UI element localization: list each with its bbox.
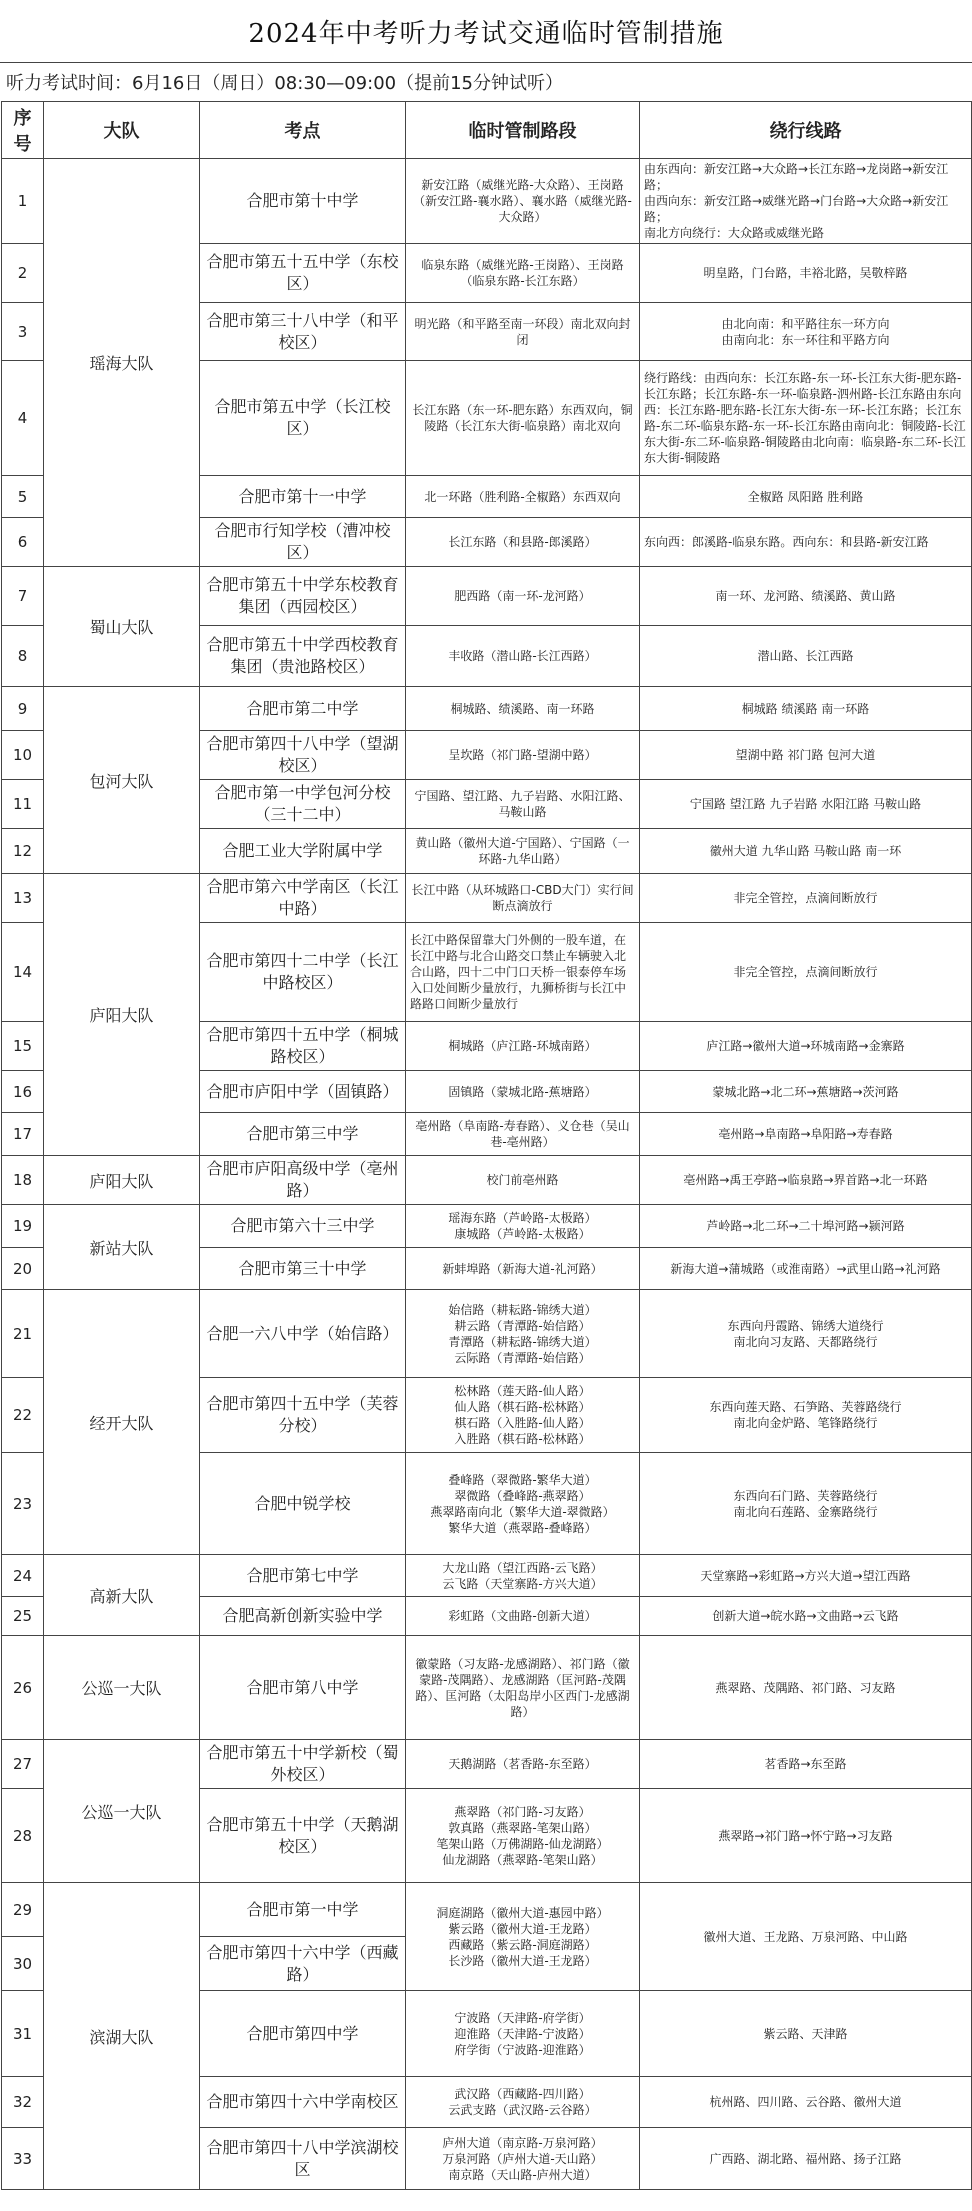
row-number: 17 (2, 1113, 44, 1156)
row-number: 3 (2, 303, 44, 361)
detour-route: 紫云路、天津路 (640, 1991, 972, 2077)
detour-route: 绕行路线：由西向东：长江东路-东一环-长江东大街-肥东路-长江东路；长江东路-东一环-临泉路-泗州路-长江东路由东向西：长江东路-肥东路-长江东大街-东一环-长江东路；长江东路-东二环-临泉东路-东一环-长江东路由南向北：铜陵路-长江东大街-东二环-临泉路-铜陵路由北向南：临泉路-东二环-长江东大街-铜陵路 (640, 361, 972, 476)
row-number: 2 (2, 244, 44, 303)
control-section: 固镇路（蒙城北路-蕉塘路） (406, 1071, 640, 1113)
exam-site: 合肥市第四十八中学滨湖校区 (200, 2128, 406, 2190)
row-number: 21 (2, 1290, 44, 1378)
control-section: 亳州路（阜南路-寿春路）、义仓巷（吴山巷-亳州路） (406, 1113, 640, 1156)
detour-route: 桐城路 绩溪路 南一环路 (640, 687, 972, 731)
row-number: 9 (2, 687, 44, 731)
detour-route: 蒙城北路→北二环→蕉塘路→茨河路 (640, 1071, 972, 1113)
row-number: 1 (2, 159, 44, 244)
detour-route: 宁国路 望江路 九子岩路 水阳江路 马鞍山路 (640, 780, 972, 829)
exam-site: 合肥市庐阳中学（固镇路） (200, 1071, 406, 1113)
control-section: 彩虹路（文曲路-创新大道） (406, 1597, 640, 1636)
exam-site: 合肥工业大学附属中学 (200, 829, 406, 874)
control-section: 瑶海东路（芦岭路-太极路） 康城路（芦岭路-太极路） (406, 1205, 640, 1248)
control-section: 燕翠路（祁门路-习友路） 敦真路（燕翠路-笔架山路） 笔架山路（万佛湖路-仙龙湖路） 仙龙湖路（燕翠路-笔架山路） (406, 1789, 640, 1883)
table-row (2, 1740, 972, 1789)
row-number: 15 (2, 1022, 44, 1071)
row-number: 31 (2, 1991, 44, 2077)
row-number: 19 (2, 1205, 44, 1248)
col-header-team: 大队 (44, 102, 200, 159)
table-row (2, 874, 972, 923)
detour-route: 非完全管控，点滴间断放行 (640, 874, 972, 923)
exam-site: 合肥市第四十二中学（长江中路校区） (200, 923, 406, 1022)
col-header-road: 临时管制路段 (406, 102, 640, 159)
row-number: 4 (2, 361, 44, 476)
detour-route: 望湖中路 祁门路 包河大道 (640, 731, 972, 780)
detour-route: 天堂寨路→彩虹路→方兴大道→望江西路 (640, 1555, 972, 1597)
row-number: 18 (2, 1156, 44, 1205)
control-section: 校门前亳州路 (406, 1156, 640, 1205)
control-section: 长江东路（和县路-郎溪路） (406, 518, 640, 567)
exam-site: 合肥市庐阳高级中学（亳州路） (200, 1156, 406, 1205)
exam-site: 合肥市行知学校（漕冲校区） (200, 518, 406, 567)
detour-route: 潜山路、长江西路 (640, 626, 972, 687)
exam-site: 合肥市第六十三中学 (200, 1205, 406, 1248)
exam-time-subtitle: 听力考试时间：6月16日（周日）08:30—09:00（提前15分钟试听） (0, 62, 972, 101)
team-cell: 蜀山大队 (44, 567, 200, 687)
detour-route: 由北向南：和平路往东一环方向 由南向北：东一环往和平路方向 (640, 303, 972, 361)
control-section: 新安江路（威继光路-大众路）、王岗路（新安江路-襄水路）、襄水路（威继光路-大众路） (406, 159, 640, 244)
exam-site: 合肥市第五十中学（天鹅湖校区） (200, 1789, 406, 1883)
exam-site: 合肥市第十一中学 (200, 476, 406, 518)
control-section: 北一环路（胜利路-全椒路）东西双向 (406, 476, 640, 518)
row-number: 27 (2, 1740, 44, 1789)
control-section: 黄山路（徽州大道-宁国路）、宁国路（一环路-九华山路） (406, 829, 640, 874)
row-number: 24 (2, 1555, 44, 1597)
row-number: 25 (2, 1597, 44, 1636)
detour-route: 明皇路，门台路，丰裕北路，吴敬梓路 (640, 244, 972, 303)
detour-route: 亳州路→阜南路→阜阳路→寿春路 (640, 1113, 972, 1156)
table-row (2, 1205, 972, 1248)
detour-route: 南一环、龙河路、绩溪路、黄山路 (640, 567, 972, 626)
exam-site: 合肥市第三中学 (200, 1113, 406, 1156)
control-section: 庐州大道（南京路-万泉河路） 万泉河路（庐州大道-天山路） 南京路（天山路-庐州大道） (406, 2128, 640, 2190)
detour-route: 杭州路、四川路、云谷路、徽州大道 (640, 2077, 972, 2128)
row-number: 28 (2, 1789, 44, 1883)
exam-site: 合肥市第四十五中学（芙蓉分校） (200, 1378, 406, 1453)
detour-route: 东西向石门路、芙蓉路绕行 南北向石莲路、金寨路绕行 (640, 1453, 972, 1555)
control-section: 武汉路（西藏路-四川路） 云武支路（武汉路-云谷路） (406, 2077, 640, 2128)
col-header-site: 考点 (200, 102, 406, 159)
exam-site: 合肥市第五十中学西校教育集团（贵池路校区） (200, 626, 406, 687)
row-number: 14 (2, 923, 44, 1022)
row-number: 11 (2, 780, 44, 829)
exam-site: 合肥市第三十中学 (200, 1248, 406, 1290)
detour-route: 徽州大道、王龙路、万泉河路、中山路 (640, 1883, 972, 1991)
control-section: 宁波路（天津路-府学街） 迎淮路（天津路-宁波路） 府学街（宁波路-迎淮路） (406, 1991, 640, 2077)
control-section: 桐城路（庐江路-环城南路） (406, 1022, 640, 1071)
team-cell: 庐阳大队 (44, 1156, 200, 1205)
exam-site: 合肥市第五十中学东校教育集团（西园校区） (200, 567, 406, 626)
table-header-row (2, 102, 972, 159)
team-cell: 经开大队 (44, 1290, 200, 1555)
exam-site: 合肥市第四十八中学（望湖校区） (200, 731, 406, 780)
row-number: 12 (2, 829, 44, 874)
row-number: 32 (2, 2077, 44, 2128)
row-number: 8 (2, 626, 44, 687)
exam-site: 合肥市第四中学 (200, 1991, 406, 2077)
control-section: 长江中路（从环城路口-CBD大门）实行间断点滴放行 (406, 874, 640, 923)
exam-site: 合肥市第二中学 (200, 687, 406, 731)
detour-route: 燕翠路、茂隅路、祁门路、习友路 (640, 1636, 972, 1740)
detour-route: 茗香路→东至路 (640, 1740, 972, 1789)
row-number: 30 (2, 1937, 44, 1991)
row-number: 22 (2, 1378, 44, 1453)
table-row (2, 687, 972, 731)
detour-route: 庐江路→徽州大道→环城南路→金寨路 (640, 1022, 972, 1071)
detour-route: 创新大道→皖水路→文曲路→云飞路 (640, 1597, 972, 1636)
table-row (2, 1555, 972, 1597)
page-title: 2024年中考听力考试交通临时管制措施 (248, 18, 724, 49)
row-number: 26 (2, 1636, 44, 1740)
exam-site: 合肥市第五中学（长江校区） (200, 361, 406, 476)
exam-site: 合肥市第四十六中学（西藏路） (200, 1937, 406, 1991)
control-section: 天鹅湖路（茗香路-东至路） (406, 1740, 640, 1789)
exam-site: 合肥市第四十五中学（桐城路校区） (200, 1022, 406, 1071)
team-cell: 高新大队 (44, 1555, 200, 1636)
control-section: 桐城路、绩溪路、南一环路 (406, 687, 640, 731)
control-section: 丰收路（潜山路-长江西路） (406, 626, 640, 687)
col-header-detour: 绕行线路 (640, 102, 972, 159)
exam-site: 合肥市第一中学 (200, 1883, 406, 1937)
table-row (2, 1290, 972, 1378)
control-section: 徽蒙路（习友路-龙感湖路）、祁门路（徽蒙路-茂隅路）、龙感湖路（匡河路-茂隅路）、匡河路（太阳岛岸小区西门-龙感湖路） (406, 1636, 640, 1740)
col-header-no: 序号 (2, 102, 44, 159)
exam-site: 合肥市第五十中学新校（蜀外校区） (200, 1740, 406, 1789)
detour-route: 东向西：郎溪路-临泉东路。西向东：和县路-新安江路 (640, 518, 972, 567)
exam-site: 合肥中锐学校 (200, 1453, 406, 1555)
row-number: 23 (2, 1453, 44, 1555)
exam-site: 合肥市第六中学南区（长江中路） (200, 874, 406, 923)
exam-site: 合肥一六八中学（始信路） (200, 1290, 406, 1378)
exam-site: 合肥市第七中学 (200, 1555, 406, 1597)
exam-site: 合肥市第四十六中学南校区 (200, 2077, 406, 2128)
traffic-control-table (1, 101, 972, 2190)
control-section: 长江中路保留靠大门外侧的一股车道，在长江中路与北合山路交口禁止车辆驶入北合山路，四十二中门口天桥一银泰停车场入口处间断少量放行，九狮桥街与长江中路路口间断少量放行 (406, 923, 640, 1022)
exam-site: 合肥市第一中学包河分校（三十二中） (200, 780, 406, 829)
detour-route: 燕翠路→祁门路→怀宁路→习友路 (640, 1789, 972, 1883)
control-section: 明光路（和平路至南一环段）南北双向封闭 (406, 303, 640, 361)
row-number: 29 (2, 1883, 44, 1937)
exam-site: 合肥市第八中学 (200, 1636, 406, 1740)
detour-route: 东西向丹霞路、锦绣大道绕行 南北向习友路、天都路绕行 (640, 1290, 972, 1378)
team-cell: 滨湖大队 (44, 1883, 200, 2190)
control-section: 宁国路、望江路、九子岩路、水阳江路、马鞍山路 (406, 780, 640, 829)
detour-route: 广西路、湖北路、福州路、扬子江路 (640, 2128, 972, 2190)
control-section: 大龙山路（望江西路-云飞路） 云飞路（天堂寨路-方兴大道） (406, 1555, 640, 1597)
detour-route: 非完全管控，点滴间断放行 (640, 923, 972, 1022)
control-section: 始信路（耕耘路-锦绣大道） 耕云路（青潭路-始信路） 青潭路（耕耘路-锦绣大道） 云际路（青潭路-始信路） (406, 1290, 640, 1378)
control-section: 新蚌埠路（新海大道-礼河路） (406, 1248, 640, 1290)
row-number: 5 (2, 476, 44, 518)
detour-route: 芦岭路→北二环→二十埠河路→颍河路 (640, 1205, 972, 1248)
detour-route: 徽州大道 九华山路 马鞍山路 南一环 (640, 829, 972, 874)
team-cell: 公巡一大队 (44, 1740, 200, 1883)
control-section: 肥西路（南一环-龙河路） (406, 567, 640, 626)
control-section: 松林路（莲天路-仙人路） 仙人路（棋石路-松林路） 棋石路（入胜路-仙人路） 入胜路（棋石路-松林路） (406, 1378, 640, 1453)
detour-route: 东西向莲天路、石笋路、芙蓉路绕行 南北向金炉路、笔锋路绕行 (640, 1378, 972, 1453)
row-number: 6 (2, 518, 44, 567)
team-cell: 包河大队 (44, 687, 200, 874)
row-number: 20 (2, 1248, 44, 1290)
team-cell: 庐阳大队 (44, 874, 200, 1156)
exam-site: 合肥市第五十五中学（东校区） (200, 244, 406, 303)
exam-site: 合肥市第三十八中学（和平校区） (200, 303, 406, 361)
exam-site: 合肥市第十中学 (200, 159, 406, 244)
team-cell: 公巡一大队 (44, 1636, 200, 1740)
row-number: 33 (2, 2128, 44, 2190)
table-row (2, 1883, 972, 1937)
table-row (2, 1636, 972, 1740)
row-number: 7 (2, 567, 44, 626)
control-section: 呈坎路（祁门路-望湖中路） (406, 731, 640, 780)
row-number: 16 (2, 1071, 44, 1113)
table-row (2, 159, 972, 244)
table-row (2, 1156, 972, 1205)
detour-route: 由东西向：新安江路→大众路→长江东路→龙岗路→新安江路； 由西向东：新安江路→威继光路→门台路→大众路→新安江路； 南北方向绕行：大众路或威继光路 (640, 159, 972, 244)
detour-route: 新海大道→蒲城路（或淮南路）→武里山路→礼河路 (640, 1248, 972, 1290)
control-section: 叠峰路（翠微路-繁华大道） 翠微路（叠峰路-燕翠路） 燕翠路南向北（繁华大道-翠微路） 繁华大道（燕翠路-叠峰路） (406, 1453, 640, 1555)
row-number: 10 (2, 731, 44, 780)
control-section: 洞庭湖路（徽州大道-惠园中路） 紫云路（徽州大道-王龙路） 西藏路（紫云路-洞庭湖路） 长沙路（徽州大道-王龙路） (406, 1883, 640, 1991)
exam-site: 合肥高新创新实验中学 (200, 1597, 406, 1636)
detour-route: 全椒路 凤阳路 胜利路 (640, 476, 972, 518)
detour-route: 亳州路→禹王亭路→临泉路→界首路→北一环路 (640, 1156, 972, 1205)
control-section: 长江东路（东一环-肥东路）东西双向，铜陵路（长江东大街-临泉路）南北双向 (406, 361, 640, 476)
table-row (2, 567, 972, 626)
control-section: 临泉东路（威继光路-王岗路）、王岗路（临泉东路-长江东路） (406, 244, 640, 303)
row-number: 13 (2, 874, 44, 923)
team-cell: 新站大队 (44, 1205, 200, 1290)
team-cell: 瑶海大队 (44, 159, 200, 567)
